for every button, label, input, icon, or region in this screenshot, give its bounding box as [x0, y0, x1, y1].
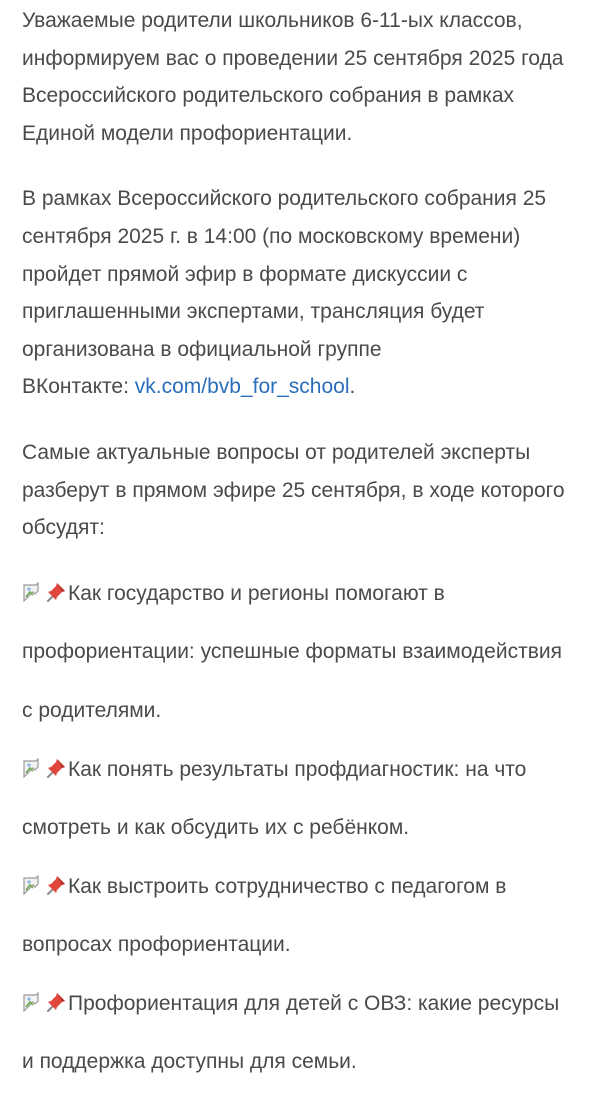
intro-line: Единой модели профориентации. [22, 121, 353, 145]
broken-image-icon [22, 987, 44, 1007]
topics-intro-line: обсудят: [22, 516, 105, 540]
list-item-text: Как выстроить сотрудничество с педагогом в [68, 874, 507, 898]
pushpin-icon [45, 988, 67, 1010]
intro-line: Уважаемые родители школьников 6-11-ых классов, [22, 9, 523, 32]
details-line: сентября 2025 г. в 14:00 (по московскому времени) [22, 224, 521, 248]
details-line: В рамках Всероссийского родительского собрания 25 [22, 187, 547, 211]
list-item-text: профориентации: успешные форматы взаимодействия [22, 640, 562, 664]
post-content [22, 2, 602, 1102]
broken-image-icon [22, 870, 44, 890]
details-line: приглашенными экспертами, трансляция будет [22, 300, 485, 324]
broken-image-icon [22, 577, 44, 597]
list-item-text: Как понять результаты профдиагностик: на что [68, 757, 527, 781]
pushpin-icon [45, 871, 67, 893]
topics-intro-line: разберут в прямом эфире 25 сентября, в ходе которого [22, 478, 565, 502]
topics-intro-paragraph [22, 434, 602, 547]
intro-line: Всероссийского родительского собрания в рамках [22, 84, 515, 108]
list-item-text: смотреть и как обсудить их с ребёнком. [22, 816, 410, 840]
list-item [22, 751, 602, 847]
vk-label: ВКонтакте: [22, 375, 135, 399]
intro-line: информируем вас о проведении 25 сентября 2025 года [22, 46, 564, 70]
topics-list [22, 575, 602, 1081]
list-item-text: с родителями. [22, 698, 162, 722]
details-line: организована в официальной группе [22, 337, 382, 361]
link-period: . [349, 375, 356, 399]
vk-group-link[interactable]: vk.com/bvb_for_school [134, 375, 350, 399]
details-link-line [22, 368, 602, 406]
pushpin-icon [45, 578, 67, 600]
broken-image-icon [22, 753, 44, 773]
details-line: пройдет прямой эфир в формате дискуссии с [22, 262, 468, 286]
topics-intro-line: Самые актуальные вопросы от родителей эксперты [22, 440, 531, 464]
list-item [22, 868, 602, 964]
list-item [22, 985, 602, 1081]
list-item-text: и поддержка доступны для семьи. [22, 1050, 357, 1074]
list-item-text: Как государство и регионы помогают в [68, 581, 445, 605]
list-item [22, 575, 602, 730]
list-item-text: Профориентация для детей с ОВЗ: какие ресурсы [68, 991, 560, 1015]
details-paragraph [22, 180, 602, 406]
pushpin-icon [45, 754, 67, 776]
intro-paragraph [22, 2, 602, 152]
list-item-text: вопросах профориентации. [22, 933, 291, 957]
